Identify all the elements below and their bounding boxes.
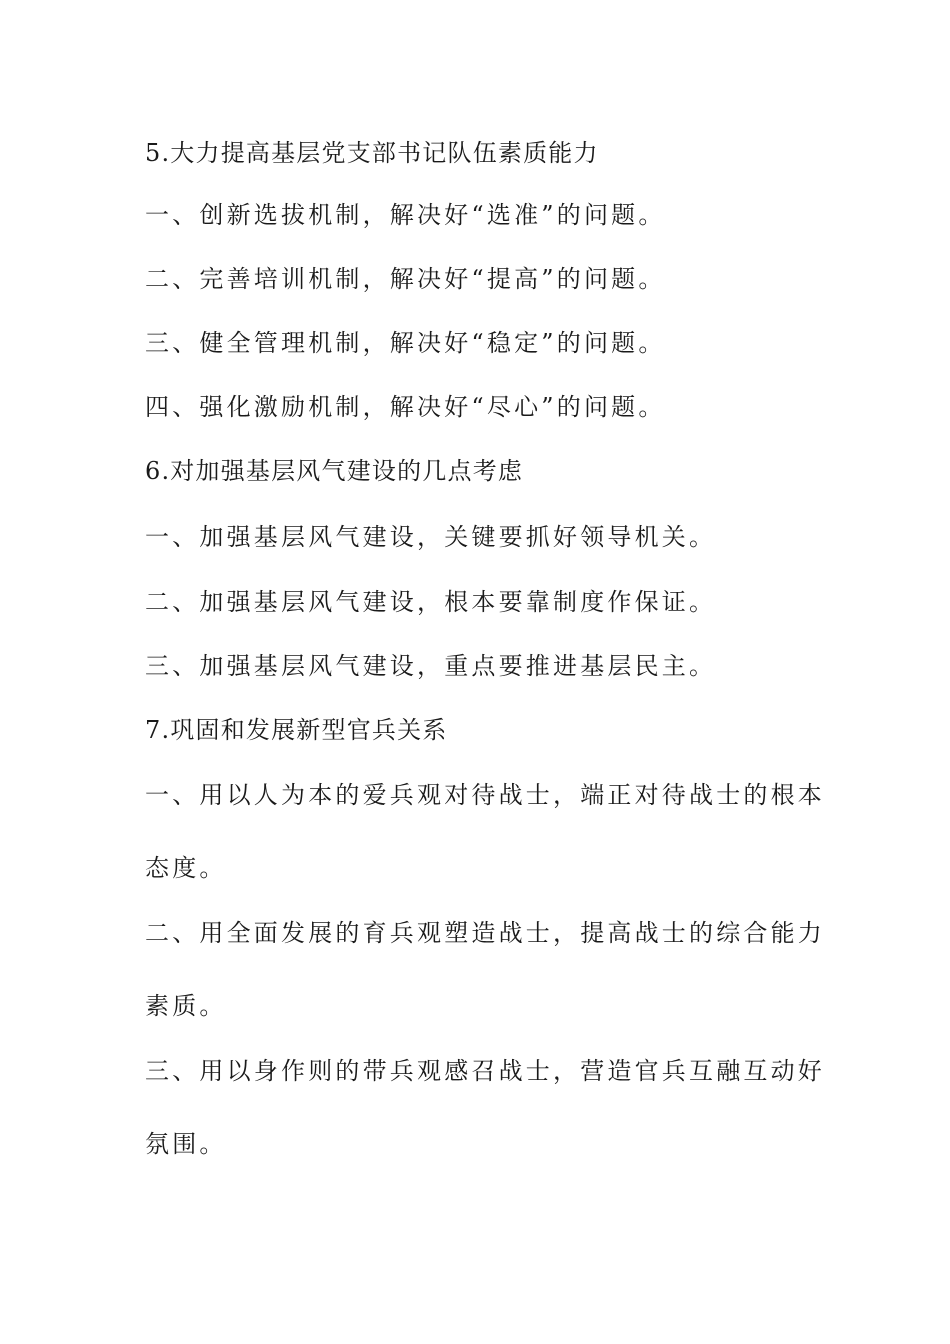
section-5-item-4: 四、强化激励机制，解决好“尽心”的问题。 bbox=[145, 393, 666, 421]
section-5-item-3: 三、健全管理机制，解决好“稳定”的问题。 bbox=[145, 329, 666, 357]
section-5-item-1: 一、创新选拔机制，解决好“选准”的问题。 bbox=[145, 201, 666, 229]
section-7-item-3-line-1: 三、用以身作则的带兵观感召战士，营造官兵互融互动好 bbox=[145, 1057, 825, 1085]
section-5-item-2: 二、完善培训机制，解决好“提高”的问题。 bbox=[145, 265, 666, 293]
section-7-item-1-line-2: 态度。 bbox=[145, 854, 227, 882]
section-6-item-1: 一、加强基层风气建设，关键要抓好领导机关。 bbox=[145, 523, 717, 551]
section-7-item-2-line-1: 二、用全面发展的育兵观塑造战士，提高战士的综合能力 bbox=[145, 919, 825, 947]
section-7-item-1-line-1: 一、用以人为本的爱兵观对待战士，端正对待战士的根本 bbox=[145, 781, 825, 809]
section-6-item-2: 二、加强基层风气建设，根本要靠制度作保证。 bbox=[145, 588, 717, 616]
section-7-heading: 7.巩固和发展新型官兵关系 bbox=[145, 716, 448, 744]
section-6-heading: 6.对加强基层风气建设的几点考虑 bbox=[145, 457, 524, 485]
section-5-heading: 5.大力提高基层党支部书记队伍素质能力 bbox=[145, 139, 599, 167]
section-7-item-2-line-2: 素质。 bbox=[145, 992, 227, 1020]
section-7-item-3-line-2: 氛围。 bbox=[145, 1130, 227, 1158]
section-6-item-3: 三、加强基层风气建设，重点要推进基层民主。 bbox=[145, 652, 717, 680]
